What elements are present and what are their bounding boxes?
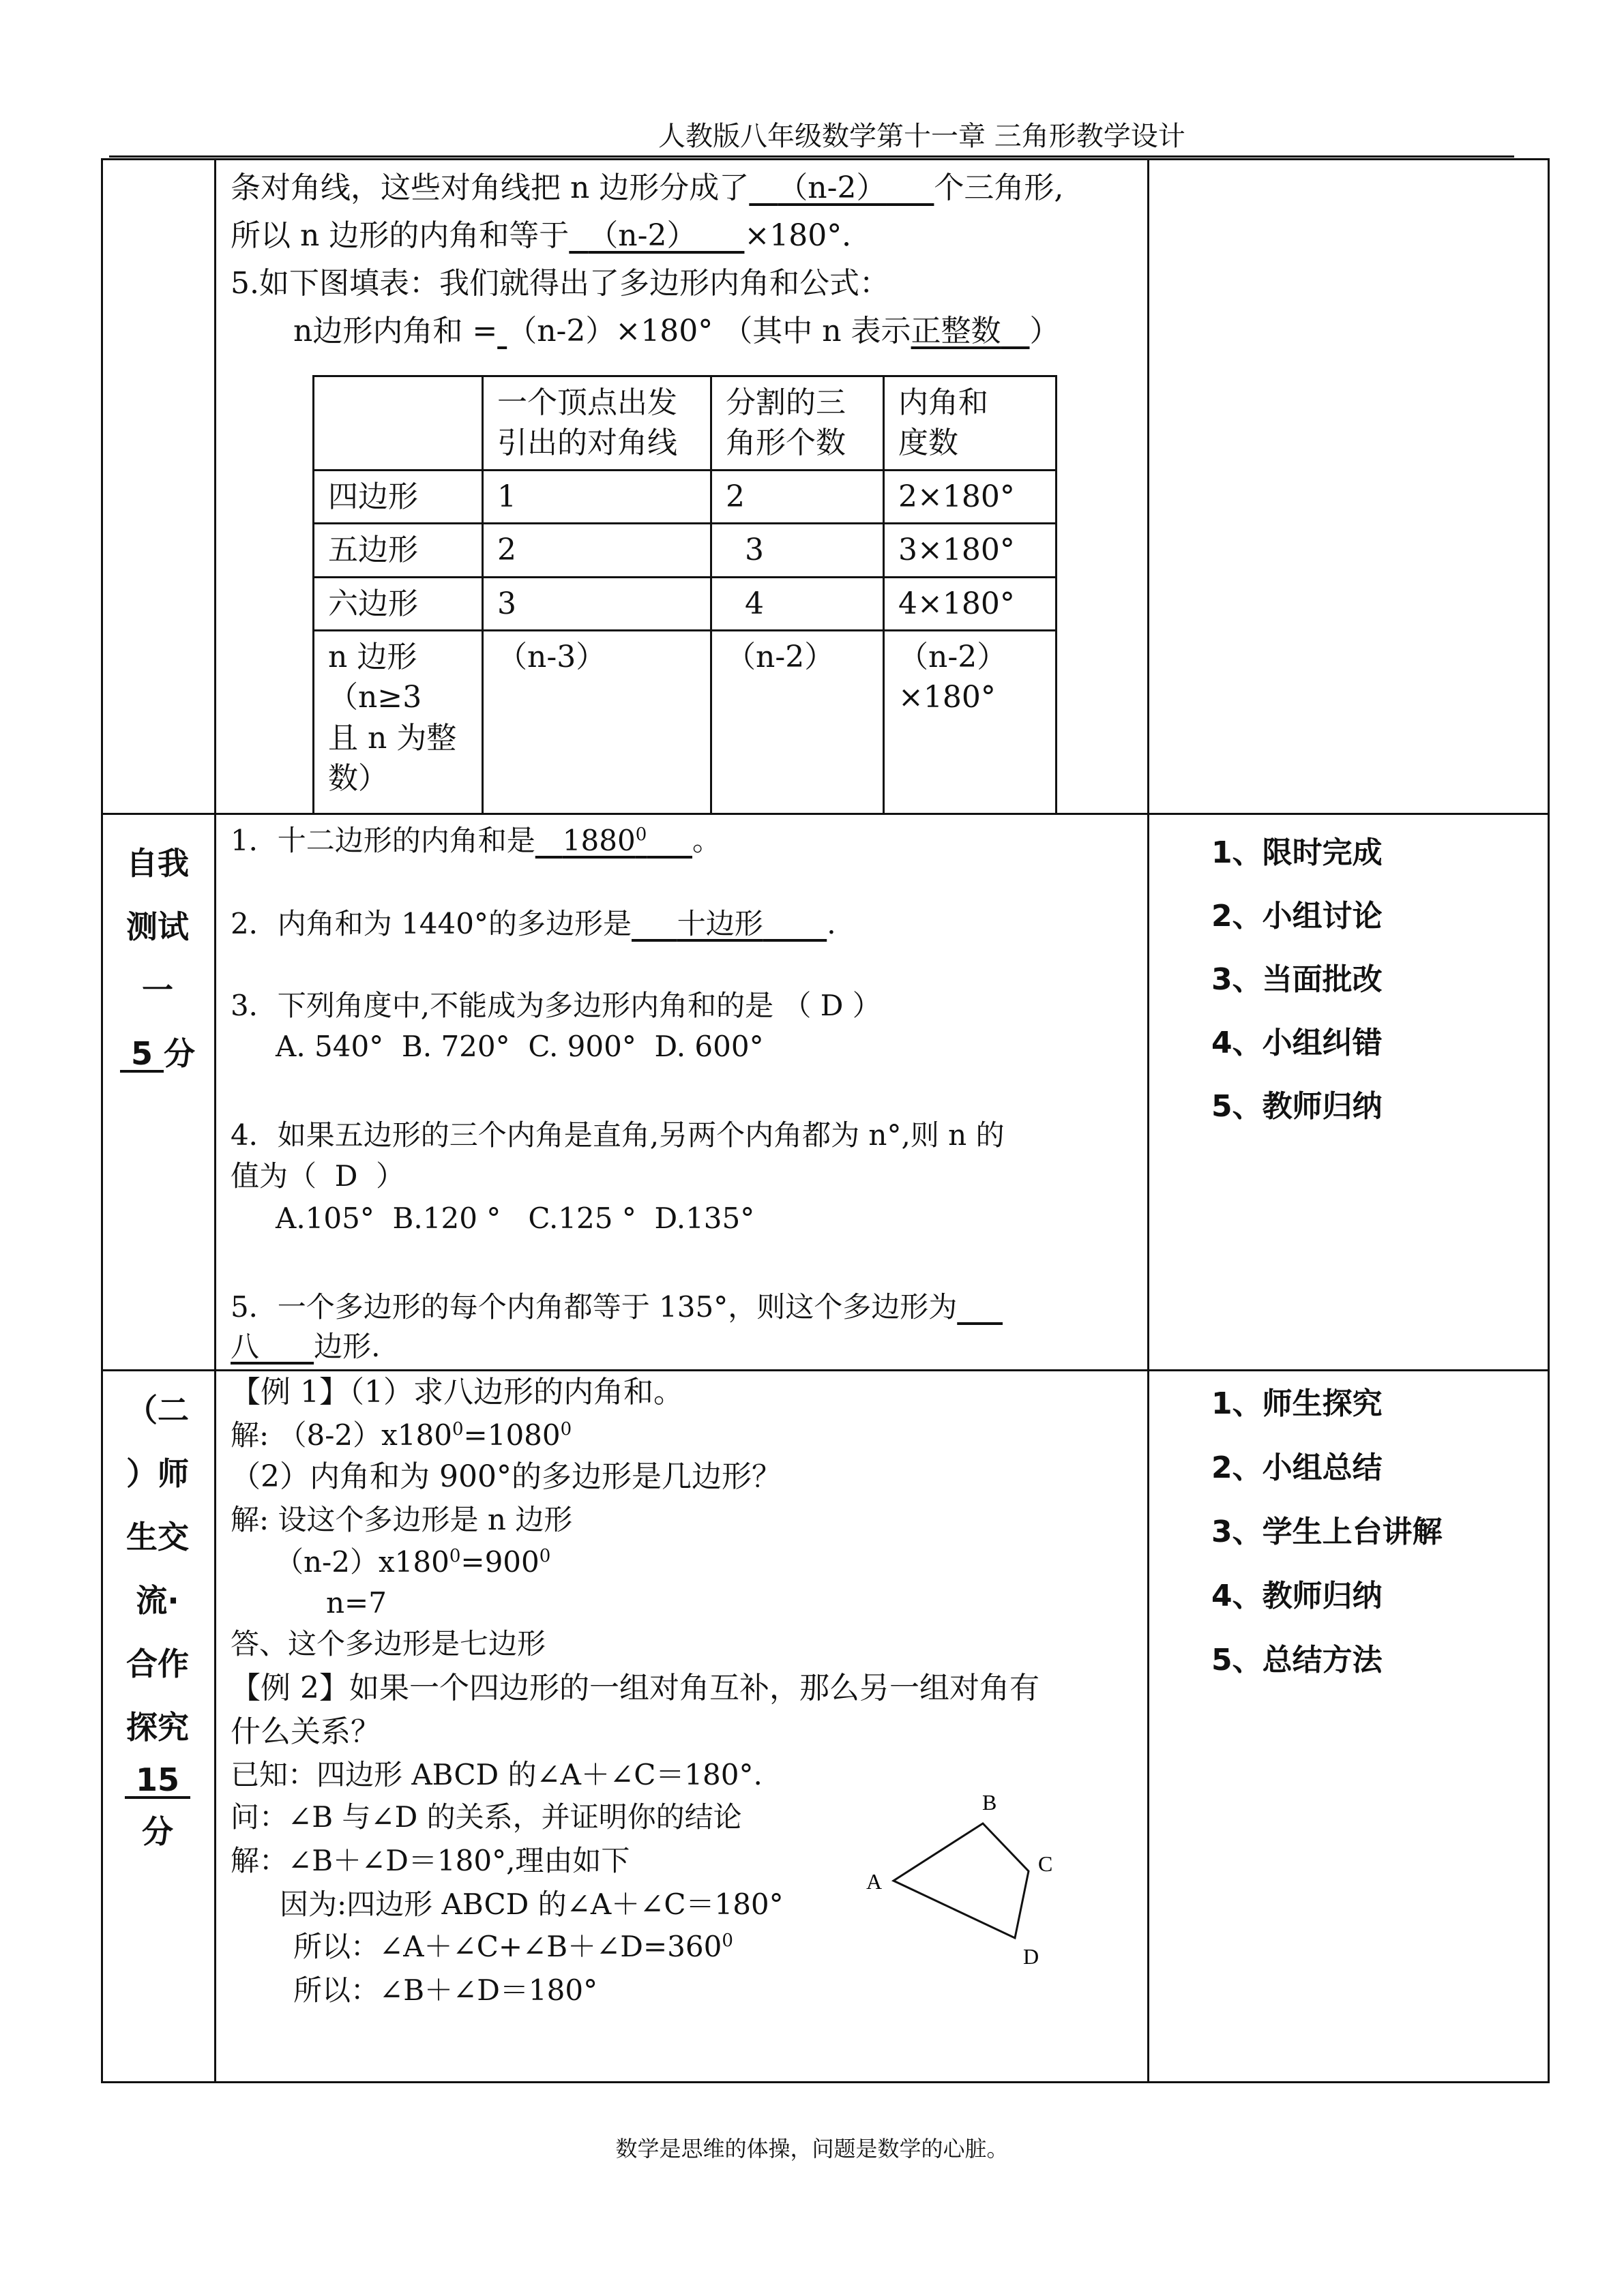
section3-label-line2: ）师	[126, 1455, 189, 1492]
table-cell: （n-3）	[483, 630, 711, 814]
section3-label-line3: 生交	[126, 1519, 189, 1555]
q2-blank: 十边形	[677, 907, 763, 940]
table-cell: 4	[711, 577, 884, 630]
example2-ask: 问：∠B 与∠D 的关系，并证明你的结论	[231, 1800, 742, 1834]
section1-line1	[231, 170, 1064, 205]
table-header-cell: 分割的三 角形个数	[711, 376, 884, 471]
table-cell: （n-2） ×180°	[884, 630, 1057, 814]
q4-line2: 值为（ D ）	[231, 1159, 405, 1193]
table-cell: 五边形	[314, 524, 483, 577]
table-cell: n 边形 （n≥3 且 n 为整 数）	[314, 630, 483, 814]
table-border-top	[101, 158, 1550, 160]
table-cell: 2	[711, 470, 884, 523]
section3-time: 15	[135, 1761, 179, 1798]
section2-time: 5 分	[130, 1035, 196, 1072]
table-divider-1	[214, 158, 216, 2083]
q4-line1: 4．如果五边形的三个内角是直角,另两个内角都为 n°,则 n 的	[231, 1118, 1005, 1152]
table-row	[314, 524, 1057, 577]
vertex-label-d: D	[1023, 1944, 1039, 1969]
section3-label-line5: 合作	[126, 1645, 189, 1682]
table-cell: 2×180°	[884, 470, 1057, 523]
table-border-bottom	[101, 2081, 1550, 2083]
table-row	[314, 577, 1057, 630]
formula-blank: 正整数	[911, 314, 1001, 348]
q5-blank: 八	[231, 1330, 260, 1363]
table-header-cell: 内角和 度数	[884, 376, 1057, 471]
formula-label: n边形内角和 =	[293, 314, 498, 348]
example1-solution: 解: $(8-2)x180^0=1080^0$	[231, 1418, 572, 1452]
table-header-row	[314, 376, 1057, 471]
q5-line1: 5．一个多边形的每个内角都等于 135°，则这个多边形为	[231, 1290, 958, 1324]
example2-so1: 所以：$\angle A+\angle C+\angle B+\angle D=360^0$	[293, 1930, 733, 1963]
example2-given: 已知：四边形 ABCD 的∠A＋∠C＝180°.	[231, 1758, 763, 1791]
section2-label	[101, 832, 214, 1086]
line1-text-a: 条对角线，这些对角线把 n 边形分成了	[231, 170, 750, 205]
section3-step-3: 3、学生上台讲解	[1211, 1515, 1443, 1549]
table-cell: 1	[483, 470, 711, 523]
line1-text-b: 个三角形,	[934, 170, 1064, 205]
line2-blank: （n-2）	[588, 218, 697, 253]
vertex-label-c: C	[1038, 1851, 1053, 1876]
table-row	[314, 630, 1057, 814]
q3: 3．下列角度中,不能成为多边形内角和的是 （ D ）	[231, 989, 881, 1022]
section3-step-1: 1、师生探究	[1211, 1386, 1383, 1421]
quadrilateral-abcd	[894, 1823, 1029, 1938]
line2-text-a: 所以 n 边形的内角和等于	[231, 218, 570, 253]
section3-label	[101, 1379, 214, 1864]
example1-equation: $(n-2)x180^0=900^0$	[275, 1545, 551, 1579]
section3-label-line1: （二	[126, 1392, 189, 1429]
polygon-angle-formula: n边形内角和 = （n-2）×180° （其中 n 表示正整数 ）	[293, 314, 1060, 348]
formula-body: （n-2）×180° （其中 n 表示	[507, 314, 911, 348]
row-divider-2	[101, 1369, 1550, 1371]
example1-title: 【例 1】（1）求八边形的内角和。	[231, 1375, 683, 1410]
section3-step-2: 2、小组总结	[1211, 1450, 1383, 1485]
example1-n-value: n=7	[326, 1586, 387, 1620]
example2-so2: 所以：∠B＋∠D＝180°	[293, 1973, 598, 2007]
q1: 1．十二边形的内角和是 1880$^0$ 。	[231, 824, 722, 857]
section2-step-5: 5、教师归纳	[1211, 1089, 1383, 1124]
page-footer: 数学是思维的体操，问题是数学的心脏。	[615, 2136, 1009, 2162]
table-cell: 六边形	[314, 577, 483, 630]
line1-blank: （n-2）	[778, 170, 887, 205]
example1-solution2: 解: 设这个多边形是 n 边形	[231, 1503, 573, 1536]
example2-because: 因为:四边形 ABCD 的∠A＋∠C＝180°	[280, 1888, 784, 1921]
section2-step-4: 4、小组纠错	[1211, 1026, 1383, 1060]
table-cell: 3	[483, 577, 711, 630]
vertex-label-b: B	[982, 1790, 997, 1815]
section3-label-line4: 流·	[136, 1582, 179, 1619]
polygon-angle-table	[312, 375, 1057, 815]
page-header-title: 人教版八年级数学第十一章 三角形教学设计	[658, 121, 1185, 152]
example2-solution: 解：∠B＋∠D＝180°,理由如下	[231, 1844, 630, 1877]
line2-text-b: ×180°．	[744, 218, 872, 253]
table-cell: 4×180°	[884, 577, 1057, 630]
lesson-table	[101, 158, 1550, 2083]
quadrilateral-figure	[838, 1781, 1179, 1986]
section1-line2	[231, 218, 872, 253]
table-cell: （n-2）	[711, 630, 884, 814]
section2-step-1: 1、限时完成	[1211, 835, 1383, 870]
section3-step-5: 5、总结方法	[1211, 1643, 1383, 1678]
q4-options: A.105° B.120 ° C.125 ° D.135°	[276, 1202, 755, 1235]
table-cell: 3	[711, 524, 884, 577]
section2-label-line2: 测试	[126, 908, 189, 945]
section3-step-4: 4、教师归纳	[1211, 1579, 1383, 1613]
section2-step-2: 2、小组讨论	[1211, 899, 1383, 934]
table-header-cell: 一个顶点出发 引出的对角线	[483, 376, 711, 471]
q2: 2．内角和为 1440°的多边形是 十边形 .	[231, 907, 836, 940]
q5-line2: 八 边形.	[231, 1330, 381, 1363]
table-cell: 四边形	[314, 470, 483, 523]
example1-question2: （2）内角和为 900°的多边形是几边形？	[231, 1459, 782, 1494]
section2-label-line3: 一	[142, 972, 173, 1009]
q3-options: A. 540° B. 720° C. 900° D. 600°	[276, 1030, 764, 1063]
section3-label-line6: 探究	[126, 1709, 189, 1746]
example1-answer: 答、这个多边形是七边形	[231, 1627, 546, 1660]
q1-blank: 1880$^0$	[562, 824, 647, 857]
table-border-right	[1548, 158, 1550, 2083]
table-cell: 3×180°	[884, 524, 1057, 577]
example2-title: 【例 2】如果一个四边形的一组对角互补，那么另一组对角有	[231, 1671, 1039, 1705]
section2-label-line1: 自我	[126, 845, 189, 882]
vertex-label-a: A	[866, 1869, 883, 1894]
section3-time-unit: 分	[142, 1813, 173, 1850]
example2-question-cont: 什么关系？	[231, 1714, 381, 1749]
table-row	[314, 470, 1057, 523]
table-cell: 2	[483, 524, 711, 577]
section1-line3: 5.如下图填表：我们就得出了多边形内角和公式：	[231, 266, 889, 301]
header-rule	[109, 155, 1514, 158]
table-header-cell	[314, 376, 483, 471]
section2-step-3: 3、当面批改	[1211, 962, 1383, 997]
